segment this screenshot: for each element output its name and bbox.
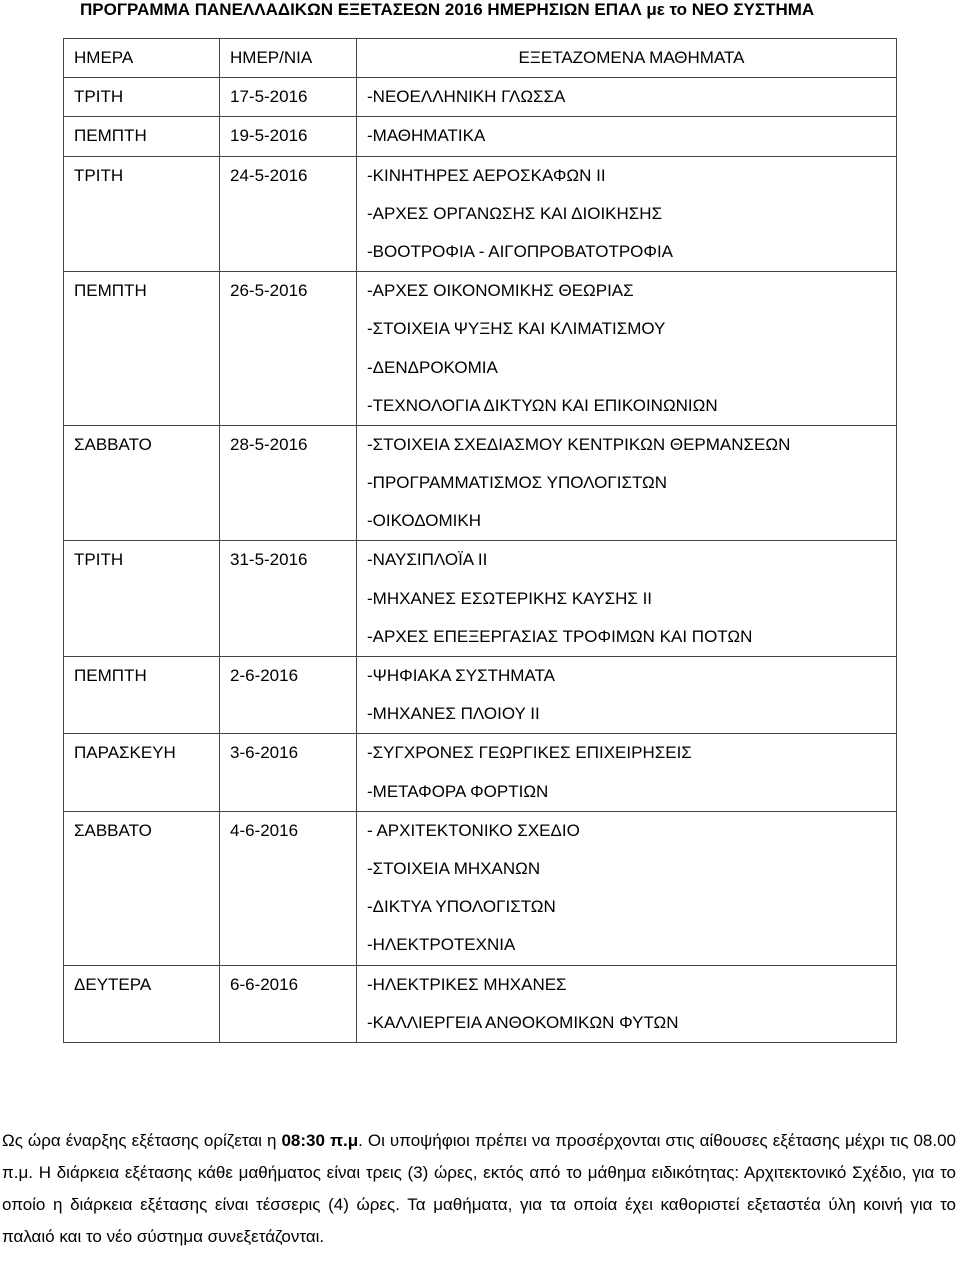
subject-item: -ΔΕΝΔΡΟΚΟΜΙΑ bbox=[367, 357, 498, 377]
row-subjects bbox=[357, 117, 897, 156]
subject-item: -ΤΕΧΝΟΛΟΓΙΑ ΔΙΚΤΥΩΝ ΚΑΙ ΕΠΙΚΟΙΝΩΝΙΩΝ bbox=[367, 395, 718, 415]
subject-item: -ΗΛΕΚΤΡΟΤΕΧΝΙΑ bbox=[367, 935, 516, 955]
row-day: ΠΕΜΠΤΗ bbox=[64, 657, 220, 734]
header-day: ΗΜΕΡΑ bbox=[64, 39, 220, 78]
subject-item: -ΜΑΘΗΜΑΤΙΚΑ bbox=[367, 126, 486, 146]
table-row bbox=[64, 811, 897, 965]
subject-item: -ΝΑΥΣΙΠΛΟΪΑ ΙΙ bbox=[367, 550, 488, 570]
exam-note-paragraph bbox=[2, 1125, 956, 1253]
row-day: ΣΑΒΒΑΤΟ bbox=[64, 811, 220, 965]
row-subjects bbox=[357, 811, 897, 965]
subject-item: -ΜΗΧΑΝΕΣ ΕΣΩΤΕΡΙΚΗΣ ΚΑΥΣΗΣ ΙΙ bbox=[367, 588, 653, 608]
row-date: 17-5-2016 bbox=[220, 78, 357, 117]
subject-item: -ΜΗΧΑΝΕΣ ΠΛΟΙΟΥ ΙΙ bbox=[367, 704, 540, 724]
header-subjects: ΕΞΕΤΑΖΟΜΕΝΑ ΜΑΘΗΜΑΤΑ bbox=[357, 39, 897, 78]
row-day: ΠΕΜΠΤΗ bbox=[64, 117, 220, 156]
subject-item: -ΑΡΧΕΣ ΟΙΚΟΝΟΜΙΚΗΣ ΘΕΩΡΙΑΣ bbox=[367, 281, 634, 301]
row-subjects bbox=[357, 425, 897, 541]
table-row bbox=[64, 657, 897, 734]
exam-schedule-table bbox=[63, 38, 897, 1043]
subject-item: -ΣΤΟΙΧΕΙΑ ΣΧΕΔΙΑΣΜΟΥ ΚΕΝΤΡΙΚΩΝ ΘΕΡΜΑΝΣΕΩΝ bbox=[367, 434, 791, 454]
subject-item: -ΗΛΕΚΤΡΙΚΕΣ ΜΗΧΑΝΕΣ bbox=[367, 974, 567, 994]
subject-item: -ΚΙΝΗΤΗΡΕΣ ΑΕΡΟΣΚΑΦΩΝ ΙΙ bbox=[367, 165, 606, 185]
table-row bbox=[64, 117, 897, 156]
row-date: 28-5-2016 bbox=[220, 425, 357, 541]
schedule-body bbox=[64, 39, 897, 1043]
subject-item: -ΟΙΚΟΔΟΜΙΚΗ bbox=[367, 511, 482, 531]
row-day: ΤΡΙΤΗ bbox=[64, 541, 220, 657]
row-date: 26-5-2016 bbox=[220, 272, 357, 426]
subject-item: -ΨΗΦΙΑΚΑ ΣΥΣΤΗΜΑΤΑ bbox=[367, 666, 555, 686]
row-day: ΣΑΒΒΑΤΟ bbox=[64, 425, 220, 541]
subject-item: -ΝΕΟΕΛΛΗΝΙΚΗ ΓΛΩΣΣΑ bbox=[367, 87, 566, 107]
row-day: ΠΑΡΑΣΚΕΥΗ bbox=[64, 734, 220, 811]
row-subjects bbox=[357, 734, 897, 811]
row-subjects bbox=[357, 78, 897, 117]
note-text-2: . Οι υποψήφιοι πρέπει να προσέρχονται στις αίθουσες εξέτασης μέχρι τις 08.00 π.μ. Η διάρκεια εξέτασης κάθε μαθήματος είναι τρεις (3) ώρες, εκτός από το μάθημα ειδικότητας: Αρχιτεκτονικό Σχέδιο, για το οποίο η διάρκεια εξέτασης είναι τέσσερις (4) ώρες. Τα μαθήματα, για τα οποία έχει καθοριστεί εξεταστέα ύλη κοινή για το παλαιό και το νέο σύστημα συνεξετάζονται. bbox=[2, 1131, 956, 1246]
subject-item: -ΣΤΟΙΧΕΙΑ ΨΥΞΗΣ ΚΑΙ ΚΛΙΜΑΤΙΣΜΟΥ bbox=[367, 319, 666, 339]
table-row bbox=[64, 541, 897, 657]
row-day: ΤΡΙΤΗ bbox=[64, 156, 220, 272]
row-subjects bbox=[357, 657, 897, 734]
page-title: ΠΡΟΓΡΑΜΜΑ ΠΑΝΕΛΛΑΔΙΚΩΝ ΕΞΕΤΑΣΕΩΝ 2016 ΗΜΕΡΗΣΙΩΝ ΕΠΑΛ με το ΝΕΟ ΣΥΣΤΗΜΑ bbox=[80, 0, 815, 19]
subject-item: - ΑΡΧΙΤΕΚΤΟΝΙΚΟ ΣΧΕΔΙΟ bbox=[367, 820, 580, 840]
subject-item: -ΒΟΟΤΡΟΦΙΑ - ΑΙΓΟΠΡΟΒΑΤΟΤΡΟΦΙΑ bbox=[367, 241, 674, 261]
row-day: ΔΕΥΤΕΡΑ bbox=[64, 965, 220, 1042]
header-date: ΗΜΕΡ/ΝΙΑ bbox=[220, 39, 357, 78]
subject-item: -ΑΡΧΕΣ ΕΠΕΞΕΡΓΑΣΙΑΣ ΤΡΟΦΙΜΩΝ ΚΑΙ ΠΟΤΩΝ bbox=[367, 626, 753, 646]
row-subjects bbox=[357, 156, 897, 272]
row-date: 6-6-2016 bbox=[220, 965, 357, 1042]
subject-item: -ΣΤΟΙΧΕΙΑ ΜΗΧΑΝΩΝ bbox=[367, 858, 541, 878]
row-subjects bbox=[357, 965, 897, 1042]
table-row bbox=[64, 272, 897, 426]
row-day: ΤΡΙΤΗ bbox=[64, 78, 220, 117]
subject-item: -ΜΕΤΑΦΟΡΑ ΦΟΡΤΙΩΝ bbox=[367, 781, 549, 801]
subject-item: -ΠΡΟΓΡΑΜΜΑΤΙΣΜΟΣ ΥΠΟΛΟΓΙΣΤΩΝ bbox=[367, 473, 668, 493]
table-row bbox=[64, 425, 897, 541]
row-day: ΠΕΜΠΤΗ bbox=[64, 272, 220, 426]
note-start-time: 08:30 π.μ bbox=[281, 1131, 359, 1150]
subject-item: -ΑΡΧΕΣ ΟΡΓΑΝΩΣΗΣ ΚΑΙ ΔΙΟΙΚΗΣΗΣ bbox=[367, 203, 663, 223]
table-row bbox=[64, 965, 897, 1042]
row-date: 3-6-2016 bbox=[220, 734, 357, 811]
row-subjects bbox=[357, 272, 897, 426]
row-date: 24-5-2016 bbox=[220, 156, 357, 272]
subject-item: -ΣΥΓΧΡΟΝΕΣ ΓΕΩΡΓΙΚΕΣ ΕΠΙΧΕΙΡΗΣΕΙΣ bbox=[367, 743, 692, 763]
row-subjects bbox=[357, 541, 897, 657]
table-header-row bbox=[64, 39, 897, 78]
subject-item: -ΔΙΚΤΥΑ ΥΠΟΛΟΓΙΣΤΩΝ bbox=[367, 897, 556, 917]
row-date: 2-6-2016 bbox=[220, 657, 357, 734]
row-date: 19-5-2016 bbox=[220, 117, 357, 156]
table-row bbox=[64, 78, 897, 117]
row-date: 31-5-2016 bbox=[220, 541, 357, 657]
table-row bbox=[64, 156, 897, 272]
table-row bbox=[64, 734, 897, 811]
subject-item: -ΚΑΛΛΙΕΡΓΕΙΑ ΑΝΘΟΚΟΜΙΚΩΝ ΦΥΤΩΝ bbox=[367, 1012, 679, 1032]
row-date: 4-6-2016 bbox=[220, 811, 357, 965]
note-text-1: Ως ώρα έναρξης εξέτασης ορίζεται η bbox=[2, 1131, 282, 1150]
